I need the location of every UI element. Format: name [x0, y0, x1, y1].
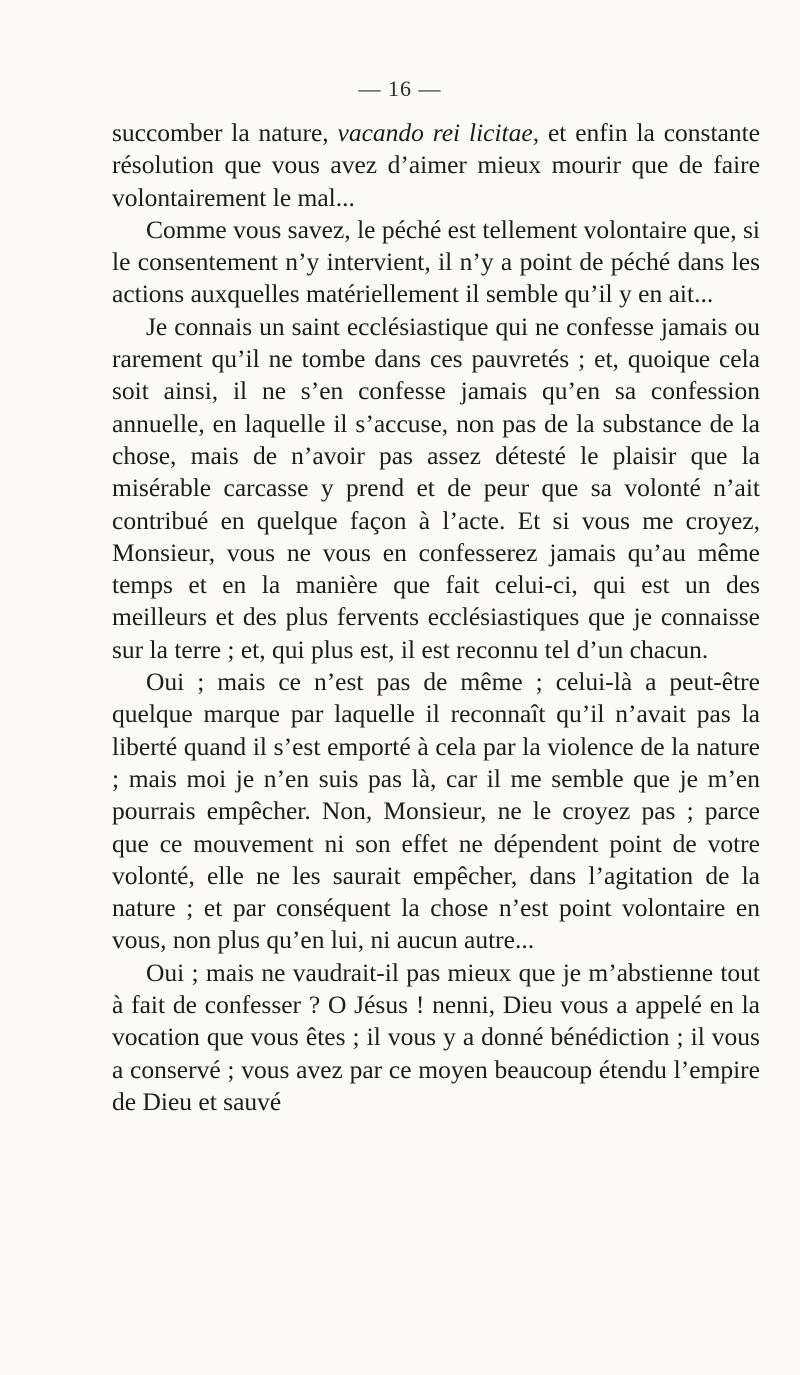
- paragraph-5: Oui ; mais ne vaudrait-il pas mieux que je m’abstienne tout à fait de confesser ? O Jésus ! nenni, Dieu vous a appelé en la vocation que vous êtes ; il vous y a donné bénédiction ; il vous a conservé ; vous avez par ce moyen beaucoup étendu l’empire de Dieu et sauvé: [112, 957, 760, 1116]
- paragraph-4: Oui ; mais ce n’est pas de même ; celui-là a peut-être quelque marque par laquelle il reconnaît qu’il n’avait pas la liberté quand il s’est emporté à cela par la violence de la nature ; mais moi je n’en suis pas là, car il me semble que je m’en pourrais empêcher. Non, Monsieur, ne le croyez pas ; parce que ce mouvement ni son effet ne dépendent point de votre volonté, elle ne les saurait empêcher, dans l’agitation de la nature ; et par conséquent la chose n’est point volontaire en vous, non plus qu’en lui, ni aucun autre...: [112, 667, 760, 955]
- paragraph-1: [112, 117, 760, 214]
- page-number: — 16 —: [358, 76, 442, 101]
- body-text: [112, 117, 760, 1118]
- latin-phrase: vacando rei licitae: [337, 118, 533, 147]
- paragraph-1-end: , et enfin la constante résolution que vous avez d’aimer mieux mourir que de faire volontairement le mal...: [112, 118, 761, 212]
- paragraph-1-start: succomber la nature,: [112, 118, 338, 147]
- paragraph-3: Je connais un saint ecclésiastique qui ne confesse jamais ou rarement qu’il ne tombe dans ces pauvretés ; et, quoique cela soit ainsi, il ne s’en confesse jamais qu’en sa confession annuelle, en laquelle il s’accuse, non pas de la substance de la chose, mais de n’avoir pas assez détesté le plaisir que la misérable carcasse y prend et de peur que sa volonté n’ait contribué en quelque façon à l’acte. Et si vous me croyez, Monsieur, vous ne vous en confesserez jamais qu’au même temps et en la manière que fait celui-ci, qui est un des meilleurs et des plus fervents ecclésiastiques que je connaisse sur la terre ; et, qui plus est, il est reconnu tel d’un chacun.: [112, 311, 760, 664]
- paragraph-2: Comme vous savez, le péché est tellement volontaire que, si le consentement n’y intervient, il n’y a point de péché dans les actions auxquelles matériellement il semble qu’il y en ait...: [112, 214, 760, 309]
